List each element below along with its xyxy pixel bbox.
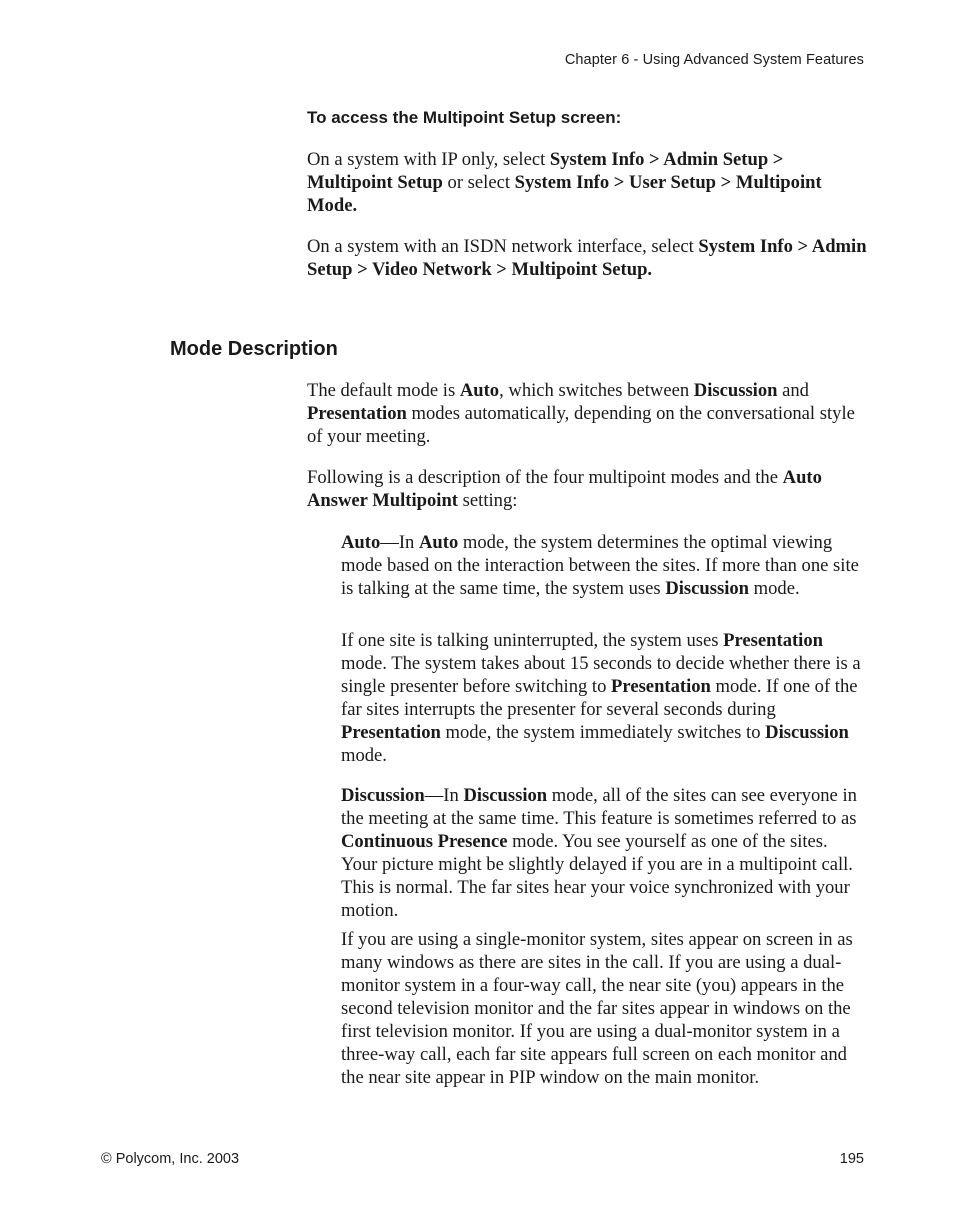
default-mode-paragraph: [307, 379, 867, 448]
term: Auto: [459, 380, 500, 401]
auto-mode-paragraph: [341, 531, 867, 600]
text-run: mode, all of the sites can see everyone in the meeting at the same time. This feature is sometimes referred to as: [341, 785, 857, 829]
term: Discussion: [665, 578, 750, 599]
text-run: If you are using a single-monitor system, sites appear on screen in as many windows as there are sites in the call. If you are using a dual-monitor system in a four-way call, the near site (you) appears in the second television monitor and the far sites appear in windows on the first television monitor. If you are using a dual-monitor system in a three-way call, each far site appears full screen on each monitor and the near site appear in PIP window on the main monitor.: [341, 929, 853, 1088]
text-run: mode, the system immediately switches to: [440, 722, 766, 743]
text-run: On a system with an ISDN network interface, select: [307, 236, 699, 257]
text-run: setting:: [458, 490, 518, 511]
text-run: or select: [442, 172, 515, 193]
term: Discussion: [463, 785, 548, 806]
term: Presentation: [611, 676, 711, 697]
menu-path: System Info > User Setup > Multipoint Mode.: [307, 172, 822, 216]
auto-mode-detail-paragraph: [341, 629, 867, 767]
term: Presentation: [723, 630, 823, 651]
term: Presentation: [341, 722, 441, 743]
term: Presentation: [307, 403, 407, 424]
text-run: mode. You see yourself as one of the sites. Your picture might be slightly delayed if you are in a multipoint call. This is normal. The far sites hear your voice synchronized with your motion.: [341, 831, 853, 921]
discussion-monitor-paragraph: [341, 928, 869, 1089]
procedure-title: To access the Multipoint Setup screen:: [307, 108, 622, 127]
isdn-instruction: [307, 235, 867, 281]
running-header: Chapter 6 - Using Advanced System Features: [564, 52, 864, 68]
text-run: mode. The system takes about 15 seconds to decide whether there is a single presenter before switching to: [341, 653, 861, 697]
text-run: On a system with IP only, select: [307, 149, 550, 170]
text-run: If one site is talking uninterrupted, the system uses: [341, 630, 724, 651]
text-run: , which switches between: [499, 380, 694, 401]
text-run: —In: [424, 785, 464, 806]
term: Discussion: [341, 785, 425, 806]
text-run: Following is a description of the four multipoint modes and the: [307, 467, 783, 488]
ip-only-instruction: [307, 148, 867, 217]
term: Continuous Presence: [341, 831, 508, 852]
term: Discussion: [765, 722, 849, 743]
text-run: mode, the system determines the optimal viewing mode based on the interaction between the sites. If more than one site is talking at the same time, the system uses: [341, 532, 859, 599]
term: Auto: [419, 532, 459, 553]
page-number: 195: [839, 1151, 864, 1167]
text-run: —In: [380, 532, 419, 553]
text-run: modes automatically, depending on the conversational style of your meeting.: [307, 403, 855, 447]
menu-path: System Info > Admin Setup > Video Network > Multipoint Setup.: [307, 236, 867, 280]
term: Auto: [341, 532, 381, 553]
modes-intro-paragraph: [307, 466, 867, 512]
text-run: and: [777, 380, 809, 401]
term: Discussion: [693, 380, 778, 401]
text-run: mode.: [749, 578, 800, 599]
term: Auto Answer Multipoint: [307, 467, 822, 511]
text-run: mode. If one of the far sites interrupts the presenter for several seconds during: [341, 676, 858, 720]
section-heading: Mode Description: [170, 338, 338, 360]
discussion-mode-paragraph: [341, 784, 867, 922]
text-run: The default mode is: [307, 380, 460, 401]
menu-path: System Info > Admin Setup > Multipoint Setup: [307, 149, 784, 193]
text-run: mode.: [341, 745, 387, 766]
footer-copyright: © Polycom, Inc. 2003: [101, 1151, 240, 1167]
